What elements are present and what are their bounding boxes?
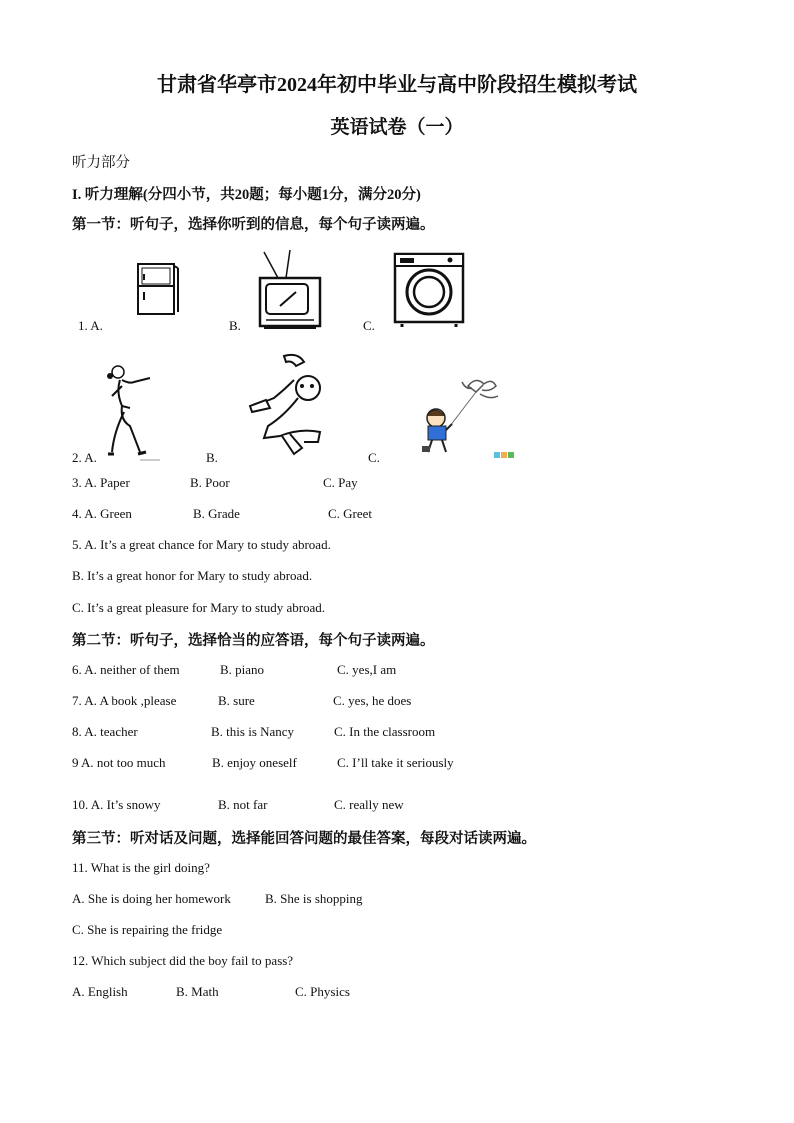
section-i-heading: I. 听力理解(分四小节，共20题；每小题1分，满分20分) bbox=[72, 187, 421, 203]
q2-option-b-label: B. bbox=[206, 450, 218, 465]
document-title: 甘肃省华亭市2024年初中毕业与高中阶段招生模拟考试 bbox=[157, 74, 637, 96]
q9-option-a: 9 A. not too much bbox=[72, 755, 166, 770]
q6-option-b: B. piano bbox=[220, 662, 265, 677]
q10-option-a: 10. A. It’s snowy bbox=[72, 797, 161, 812]
q10-option-b: B. not far bbox=[218, 797, 268, 812]
q10-option-c: C. really new bbox=[334, 797, 404, 812]
q12-question: 12. Which subject did the boy fail to pass? bbox=[72, 953, 294, 968]
q7-option-b: B. sure bbox=[218, 693, 255, 708]
q1-option-b-label: B. bbox=[229, 318, 241, 333]
q4-option-b: B. Grade bbox=[193, 506, 240, 521]
q5-option-a: 5. A. It’s a great chance for Mary to study abroad. bbox=[72, 537, 331, 552]
q5-option-b: B. It’s a great honor for Mary to study abroad. bbox=[72, 568, 313, 583]
q3-option-b: B. Poor bbox=[190, 475, 230, 490]
shot-put-athlete-icon bbox=[100, 356, 166, 464]
television-icon bbox=[254, 248, 326, 332]
section2-heading: 第二节：听句子，选择恰当的应答语，每个句子读两遍。 bbox=[72, 633, 435, 649]
q12-option-b: B. Math bbox=[176, 984, 219, 999]
q3-option-a: 3. A. Paper bbox=[72, 475, 130, 490]
q6-option-a: 6. A. neither of them bbox=[72, 662, 180, 677]
kite-flying-boy-icon bbox=[410, 374, 520, 464]
q2-option-a-label: 2. A. bbox=[72, 450, 97, 465]
q11-option-c: C. She is repairing the fridge bbox=[72, 922, 223, 937]
q7-option-a: 7. A. A book ,please bbox=[72, 693, 177, 708]
q8-option-c: C. In the classroom bbox=[334, 724, 436, 739]
q6-option-c: C. yes,I am bbox=[337, 662, 397, 677]
q1-option-c-label: C. bbox=[363, 318, 375, 333]
q12-option-c: C. Physics bbox=[295, 984, 350, 999]
q3-option-c: C. Pay bbox=[323, 475, 358, 490]
section3-heading: 第三节：听对话及问题，选择能回答问题的最佳答案，每段对话读两遍。 bbox=[72, 831, 536, 847]
fridge-icon bbox=[132, 260, 180, 318]
q1-option-a-label: 1. A. bbox=[78, 318, 103, 333]
q9-option-b: B. enjoy oneself bbox=[212, 755, 297, 770]
q8-option-b: B. this is Nancy bbox=[211, 724, 295, 739]
q12-option-a: A. English bbox=[72, 984, 128, 999]
q8-option-a: 8. A. teacher bbox=[72, 724, 138, 739]
q11-option-a: A. She is doing her homework bbox=[72, 891, 231, 906]
q2-option-c-label: C. bbox=[368, 450, 380, 465]
washing-machine-icon bbox=[390, 250, 468, 328]
q4-option-a: 4. A. Green bbox=[72, 506, 132, 521]
q11-option-b: B. She is shopping bbox=[265, 891, 363, 906]
q11-question: 11. What is the girl doing? bbox=[72, 860, 210, 875]
q7-option-c: C. yes, he does bbox=[333, 693, 412, 708]
q5-option-c: C. It’s a great pleasure for Mary to study abroad. bbox=[72, 600, 326, 615]
q4-option-c: C. Greet bbox=[328, 506, 373, 521]
section1-heading: 第一节：听句子，选择你听到的信息，每个句子读两遍。 bbox=[72, 217, 435, 233]
long-jump-athlete-icon bbox=[244, 350, 330, 458]
document-subtitle: 英语试卷（一） bbox=[330, 117, 464, 138]
part-label: 听力部分 bbox=[72, 155, 130, 171]
q9-option-c: C. I’ll take it seriously bbox=[337, 755, 454, 770]
